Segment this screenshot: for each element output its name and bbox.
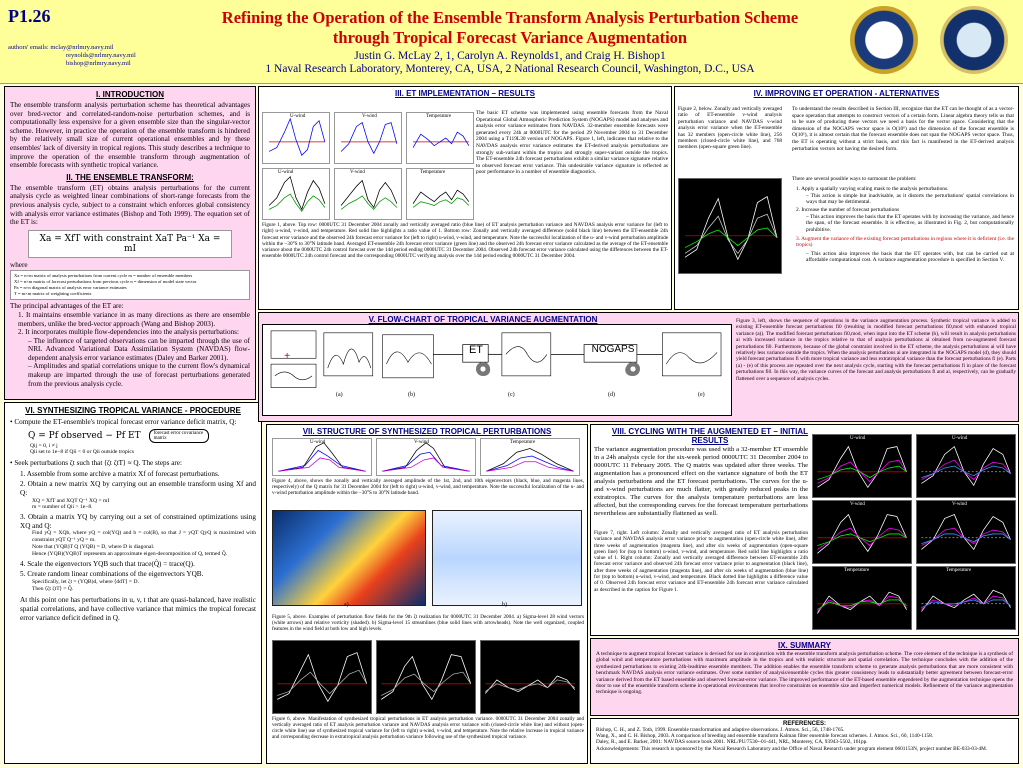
step-5b: Then ⟨ζt ζtT⟩ = Q̂. [32,585,74,592]
step-3a: Find yQ = XQb, where yQ = col(YQ) and b = col(B), so that J = yQT QyQ is maximized with constraint yQT Q⁻¹ yQ = m. [32,530,256,544]
eigenvector-plot-label: V-wind [414,440,429,445]
email-line: authors' emails: mclay@nrlmry.navy.mil [8,44,114,51]
flow-caption: Figure 3, left, shows the sequence of operations in the variance augmentation process. Synthetic tropical variance is added to existing ET-ensemble forecast perturbations fi0 (resulting in modified forecast perturbations fi0,mod with enhanced tropical variance (a)). The modified forecast perturbations fi0,mod, when input into the ET scheme (b), will result in analysis perturbations ai with increased variance in the tropics relative to that of analysis perturbations ai obtained from no-augmented forecast perturbations fi0. Furthermore, because of the global constraint involved in the ET scheme, the analysis perturbations ai will have relatively less variance outside the tropics. When the analysis perturbations ai are integrated in the NOGAPS model (d), they should yield forecast perturbations fi with more tropical variance and less extratropical variance than the forecast perturbations fi (e). Parts (a) - (e) of this process are repeated over the next analysis cycle, starting with the forecast perturbations fi in place of the forecast perturbations fi0. In this way, the variance curves of the forecast and analysis perturbations fi and ai, respectively, can be gradually flattened over a sequence of analysis cycles. [736,318,1016,382]
flow-et-label: ET [468,344,484,356]
step-3: 3. Obtain a matrix YQ by carrying out a set of constrained optimizations using XQ and Q: [20,513,256,530]
flow-chart [262,324,732,416]
fig6-plot [376,640,476,714]
summary-panel [590,638,1019,716]
alts-option-3: 3. Augment the variance of the existing forecast perturbations in regions where it is deficient (i.e. the tropics) [796,236,1014,249]
advantages-lead: The principal advantages of the ET are: [10,302,124,311]
flow-label-d: (d) [608,392,615,398]
summary-body: A technique to augment tropical forecast variance is devised for use in conjunction with the ensemble transform analysis perturbation scheme. The core element of the technique is a synthesis of global wind and temperature perturbations with maximum amplitude in the tropics and with realistic structure and spatial correlation. The technique concludes with the addition of the synthesized perturbations to existing 24h-leadtime ensemble members. The addition enables the ensemble transform scheme to generate analysis perturbations that are more consistent with benchmark NAVDAS analysis error variance estimates. Over some number of analysis/ensemble cycles this greater consistency leads to substantially better agreement between forecast-error variance derived from the ET based ensemble and observed forecast-error variance. The improved performance of the ET-based ensemble engendered by the augmentation technique opens the door to use of the ensemble transform scheme in operational environments that involve constraints on ensemble size and imperfect numerical models. Refinement of the variance augmentation technique is ongoing. [596,651,1013,696]
intro-title: I. INTRODUCTION [96,90,164,99]
fig7-plot [812,500,912,564]
struct-title: VII. STRUCTURE OF SYNTHESIZED TROPICAL PERTURBATIONS [302,427,552,436]
author-block [190,50,830,76]
email-line: bishop@nrlmry.navy.mil [66,60,131,67]
fig6-plot [272,640,372,714]
fig7-plot-label: V-wind [850,502,865,507]
reference-item: Daley, R., and E. Barker, 2001: NAVDAS source book 2001. NRL/PU/7530--01-441, NRL, Monterey, CA, 93943-5502, 161pp. [596,739,868,746]
fig7-plot [812,566,912,630]
reference-item: Bishop, C. H., and Z. Toth, 1999. Ensemble transformation and adaptive observations. J. Atmos. Sci., 56, 1748-1765. [596,727,845,733]
references-title: REFERENCES: [782,721,826,727]
advantage-1: 1. It maintains ensemble variance in as many directions as there are ensemble members, unlike the bred-vector approach (Wang and Bishop 2003). [18,310,250,328]
cycling-body: The variance augmentation procedure was used with a 32-member ET ensemble in a 24h analysis cycle for the six-week period 0000UTC 31 December 2004 to 0000UTC 11 February 2005. The Q matrix was updated after three weeks. The augmentation has a pronounced effect on the variance signature of both the ET analysis perturbations and the ET forecast perturbations. The curves for the u- and v-wind perturbations are much flatter, with greatly reduced peaks in the extratropics. The curves for the analysis temperature perturbations are less affected, but the corresponding curves for the forecast temperature perturbations nevertheless are substantially flattened as well. [594,446,808,517]
impl-plot [406,112,474,164]
reference-item: Acknowledgements: This research is sponsored by the Naval Research Laboratory and the Office of Naval Research under program element 0601153N, project number BE-033-03-4M. [596,745,988,752]
where-label: where [10,260,28,269]
reference-item: Wang, X., and C. H. Bishop, 2003. A comparison of breeding and ensemble transform Kalman filter ensemble forecast schemes. J. Atmos. Sci., 60, 1140-1158. [596,733,934,740]
synth-title: VI. SYNTHESIZING TROPICAL VARIANCE - PROCEDURE [25,406,241,415]
flow-label-e: (e) [698,392,705,398]
alts-option-1: 1. Apply a spatially varying scaling mask to the analysis perturbations. [796,186,949,192]
poster-title [190,8,830,48]
fig7-plot-label: U-wind [850,436,866,441]
intro-body: The ensemble transform analysis perturbation scheme has theoretical advantages over bred-vector and correlated-random-noise perturbation schemes, and is computationally less expensive for a given ensemble size than the singular-vector scheme. However, in practice the operation of the ensemble transform is hindered by the relatively small size of current operational ensembles and by these ensembles' lack of diversity in tropical regions. This study describes a technique to improve the operation of the ensemble transform through augmentation of ensemble forecasts with synthetic tropical variance. [10,101,250,170]
impl-plot [406,168,474,220]
impl-caption: Figure 1, above. Top row: 0000UTC 31 December 2004 zonally and vertically averaged ratio (blue line) of ET analysis perturbation variance and NAVDAS analysis error variance for (left to right) u-wind, v-wind, and temperature. Red solid line highlights a ratio value of 1. Bottom row: Zonally and vertically averaged difference (solid black line) between the ET-ensemble 24h forecast error variance and the observed 24h forecast error variance for (left to right) u-wind, v-wind, and temperature. Note the successful localization of the u- and v-wind perturbation amplitude within the −30°S to 30°N latitude band. Averaged ET-ensemble 24h forecast error variance (green line) and the observed 24h forecast error variance calculated as the average of the ET-ensemble variance about the 0000UTC 24h control forecast over the 14d period ending 0000UTC 31 December 2004. Observed 24h forecast error variance calculated using the differences between the ET-ensemble 0000UTC 24h control forecast and the corresponding 0000UTC verifying analysis over the 14d period ending 0000UTC 31 December 2004. [262,222,668,260]
step-5a: Specifically, let ζt = (YQB)d, where ⟨ddT⟩ = D. [32,578,139,585]
alts-fig-caption: Figure 2, below. Zonally and vertically averaged ratio of ET-ensemble v-wind analysis perturbation variance and NAVDAS v-wind analysis error variance when the ET-ensemble has 32 members (open-circle white line), 256 members (closed-circle white line), and 768 members (open-square green line). [678,106,782,151]
impl-plot-label: U-wind [278,170,294,175]
step-2-eq: XQ = XfT and XQT Q⁻¹ XQ = mI [32,497,110,504]
fig7-plot [916,500,1016,564]
summary-title: IX. SUMMARY [777,641,832,650]
advantage-2a: – The influence of targeted observations can be imparted through the use of NRL Advanced Variational Data Assimilation System (NAVDAS) flow-dependent analysis error variance estimates (Daley and Barker 2001). [28,336,250,362]
alts-option-2a: – This action improves the basis that the ET operates with by increasing the variance, and hence the span, of the forecast ensemble. It is effective, as illustrated in Fig. 2, but computationally prohibitive. [806,214,1014,233]
intro-panel [4,86,256,400]
title-line-1: Refining the Operation of the Ensemble Transform Analysis Perturbation Scheme [221,8,799,27]
struct-caption-6: Figure 6, above. Manifestation of synthesized tropical perturbations in ET analysis perturbation variance. 0000UTC 31 December 2004 zonally and vertically averaged ratio of ET analysis perturbation variance and NAVDAS analysis error variance with (closed-circle white line) and without (open-circle white line) use of synthesized tropical variance for (left to right) u-wind, v-wind, and temperature. Note the relative increase in tropical variance and corresponding decrease in extratropical analysis perturbation variance following use of the synthesized tropical variance. [272,716,584,741]
flow-label-b: (b) [408,392,415,398]
q-equation-row [28,429,256,443]
impl-plot [334,168,402,220]
definition: T = m×m matrix of weighting coefficients [14,291,92,297]
fig7-plot [916,566,1016,630]
fig7-plot-label: Temperature [946,568,972,573]
step-1: 1. Assemble from some archive a matrix Xf of forecast perturbations. [20,469,220,478]
synth-final: At this point one has perturbations in u, v, t that are quasi-balanced, have realistic spatial correlations, and have collective variance that mimics the tropical forecast error variance deficit defined in Q. [20,596,256,622]
nrl-logo-icon [850,6,918,74]
poster-number: P1.26 [8,6,51,26]
map-label-a: a) [344,602,349,608]
step-4: 4. Scale the eigenvectors YQB such that trace(Q̂) = trace(Q). [20,559,195,568]
step-3c: Hence (YQB)(YQB)T represents an approximate eigen-decomposition of Q, termed Q̂. [32,550,228,557]
streamline-map [432,510,582,606]
fig7-plot-label: Temperature [844,568,870,573]
advantage-2: 2. It incorporates multiple flow-dependencies into the analysis perturbations: [18,328,239,337]
impl-plot-label: Temperature [426,114,452,119]
authors-line: Justin G. McLay 2, 1, Carolyn A. Reynolds1, and Craig H. Bishop1 [354,50,666,62]
author-emails [8,44,158,68]
impl-plot [262,168,330,220]
fig7-plot [916,434,1016,498]
flow-title: V. FLOW-CHART OF TROPICAL VARIANCE AUGMENTATION [368,315,598,324]
alts-body: To understand the results described in Section III, recognize that the ET can be thought of as a vector-space operation that attempts to construct vectors of a certain form. Linear algebra theory tells us that to be sure of producing these vectors we need a basis for the vector space. Considering that the dimension of the NOGAPS vector space is O(10⁶) and the dimension of the forecast ensemble is O(10¹), it is almost certain that the forecast ensemble does not span the NOGAPS vector space. Thus, the ET is operating without a strict basis, and this fact is manifested in the ET-derived analysis perturbation vectors not having the desired form. [792,106,1014,152]
references-panel [590,718,1019,764]
impl-plot-label: U-wind [290,114,306,119]
definition: Pa = n×n diagonal matrix of analysis error variance estimates [14,285,127,291]
impl-plot-label: Temperature [420,170,446,175]
eigenvector-plot-label: Temperature [510,440,536,445]
impl-plot-label: V-wind [362,114,377,119]
cycling-caption-7: Figure 7, right. Left column: Zonally and vertically averaged ratio of ET analysis perturbation variance and NAVDAS analysis error variance prior to augmentation (open-circle white line), after three weeks of augmentation (magenta line), and after six weeks of augmentation (open-square green line) for (top to bottom) u-wind, v-wind, and temperature. Red solid line highlights a ratio value of 1. Right column: Zonally and vertically averaged difference between ET-ensemble 24h forecast error variance and observed 24h forecast error variance prior to augmentation (black line), after three weeks of augmentation (magenta line), and after six weeks of augmentation (blue line) for (top to bottom) u-wind, v-wind, and temperature. Black dotted line highlights a difference value of 0. Observed 24h forecast error variance and ET-ensemble 24h forecast error variance calculated as described in the caption for Figure 1. [594,530,808,593]
vorticity-map [272,510,426,606]
map-label-b: b) [502,602,507,608]
impl-plot [262,112,330,164]
impl-plot-label: V-wind [350,170,365,175]
struct-caption-5: Figure 5, above. Examples of perturbation flow fields for the 9th ζt realization for 0000UTC 31 December 2004. a) Sigma-level 28 wind vectors (white arrows) and relative vorticity (shaded). b) Sigma-level 15 streamlines (blue solid lines with arrowheads). Note the well organized, coupled features in the wind field at both low and high levels. [272,614,584,633]
flow-plus: + [284,350,291,362]
alts-remedy: There are several possible ways to surmount the problem: [792,176,917,182]
et-equation: Xa = XfT with constraint XaT Pa⁻¹ Xa = mI [28,230,232,258]
cycling-title: VIII. CYCLING WITH THE AUGMENTED ET – INITIAL RESULTS [611,427,809,445]
fig7-plot-label: V-wind [952,502,967,507]
email-line: reynolds@nrlmry.navy.mil [66,52,136,59]
pf-note-box [149,429,209,443]
q-equation: Q = Pf observed − Pf ET [28,430,141,441]
fig6-plot [480,640,580,714]
flow-nogaps-label: NOGAPS [591,344,635,355]
et-title: II. THE ENSEMBLE TRANSFORM: [66,172,194,182]
fig7-plot-label: U-wind [952,436,968,441]
alts-option-3a: – This action also improves the basis that the ET operates with, but can be carried out at affordable computational cost. A variance augmentation procedure is specified in Section V. [806,251,1014,264]
step-2: 2. Obtain a new matrix XQ by carrying out an ensemble transform using Xf and Q: [20,480,256,497]
alts-option-1a: – This action is simple but inadvisable, as it distorts the perturbations' spatial correlations in ways that may be detrimental. [806,193,1014,206]
gear-icon [476,362,490,376]
synth-panel [4,402,262,764]
impl-plot [334,112,402,164]
impl-title: III. ET IMPLEMENTATION – RESULTS [394,89,535,98]
alts-plot [678,178,782,274]
gear-icon [626,362,640,376]
alts-option-2: 2. Increase the number of forecast perturbations [796,207,900,213]
pf-note: forecast error covariance matrix [153,430,204,441]
definition: Xf = n×m matrix of forecast perturbations from previous cycle n = dimension of model state vector [14,279,197,285]
step-3b: Note that (YQB)T Q (YQB) = D, where D is diagonal. [32,543,155,550]
synth-step0: • Compute the ET-ensemble's tropical forecast error variance deficit matrix, Q: [10,418,237,426]
title-line-2: through Tropical Forecast Variance Augmentation [332,28,688,47]
step-2-m: m = number of Qii > 1e−8. [32,504,93,511]
flow-label-a: (a) [336,392,343,398]
seek-line: • Seek perturbations ζt such that ⟨ζt ζtT⟩ ≈ Q. The steps are: [10,459,182,468]
fig7-plot [812,434,912,498]
definitions-box [10,270,250,300]
flow-label-c: (c) [508,392,515,398]
definition: Xa = n×m matrix of analysis perturbations from current cycle m = number of ensemble members [14,273,193,279]
qii-equation: Qii set to 1e−8 if Qii < 0 or Qii outside tropics [30,449,135,456]
eigenvector-plot-label: U-wind [310,440,326,445]
navy-seal-icon [940,6,1008,74]
affiliation-line: 1 Naval Research Laboratory, Monterey, CA, USA, 2 National Research Council, Washington, D.C., USA [265,63,755,75]
et-body: The ensemble transform (ET) obtains analysis perturbations for the current analysis cycle as weighted linear combinations of short-range forecasts from the previous analysis cycle, subject to a constraint which enforces global consistency with analysis error variance estimates (Bishop and Toth 1999). The equation set of the ET is: [10,183,250,227]
impl-body: The basic ET scheme was implemented using ensemble forecasts from the Naval Operational Global Atmospheric Prediction System (NOGAPS) model and analyses and analysis error variance estimates from NAVDAS. 32-member ensemble forecasts were generated every 24h at 0000UTC for the period 29 November 2004 to 31 December 2004 using a T119L30 version of NOGAPS. Figure 1, left, indicates that relative to the NAVDAS analysis error variance estimates the ET-derived analysis perturbations are strongly sub-variant within the tropics and strongly super-variant outside the tropics. The ET-ensemble 24h forecast perturbations exhibit a similar variance signature relative to observed forecast error variance. This undesirable variance signature is reflected as poor performance in a number of ensemble diagnostics. [476,110,668,176]
alts-title: IV. IMPROVING ET OPERATION - ALTERNATIVES [753,89,940,98]
struct-caption-4: Figure 4, above, shows the zonally and vertically averaged amplitude of the 1st, 2nd, and 10th eigenvectors (black, blue, and magenta lines, respectively) of the Q matrix for 31 December 2004 for (left to right) u-wind, v-wind, and temperature. Note the successful localization of the u- and v-wind perturbation amplitude within the −30°S to 30°N latitude band. [272,478,584,497]
step-5: 5. Create random linear combinations of the eigenvectors YQB. [20,570,204,579]
advantage-2b: – Amplitudes and spatial correlations unique to the current flow's dynamical makeup are imparted through the use of forecast perturbations generated from the previous analysis cycle. [28,362,250,388]
qij-equation: Qij = 0, i ≠ j [30,442,58,449]
